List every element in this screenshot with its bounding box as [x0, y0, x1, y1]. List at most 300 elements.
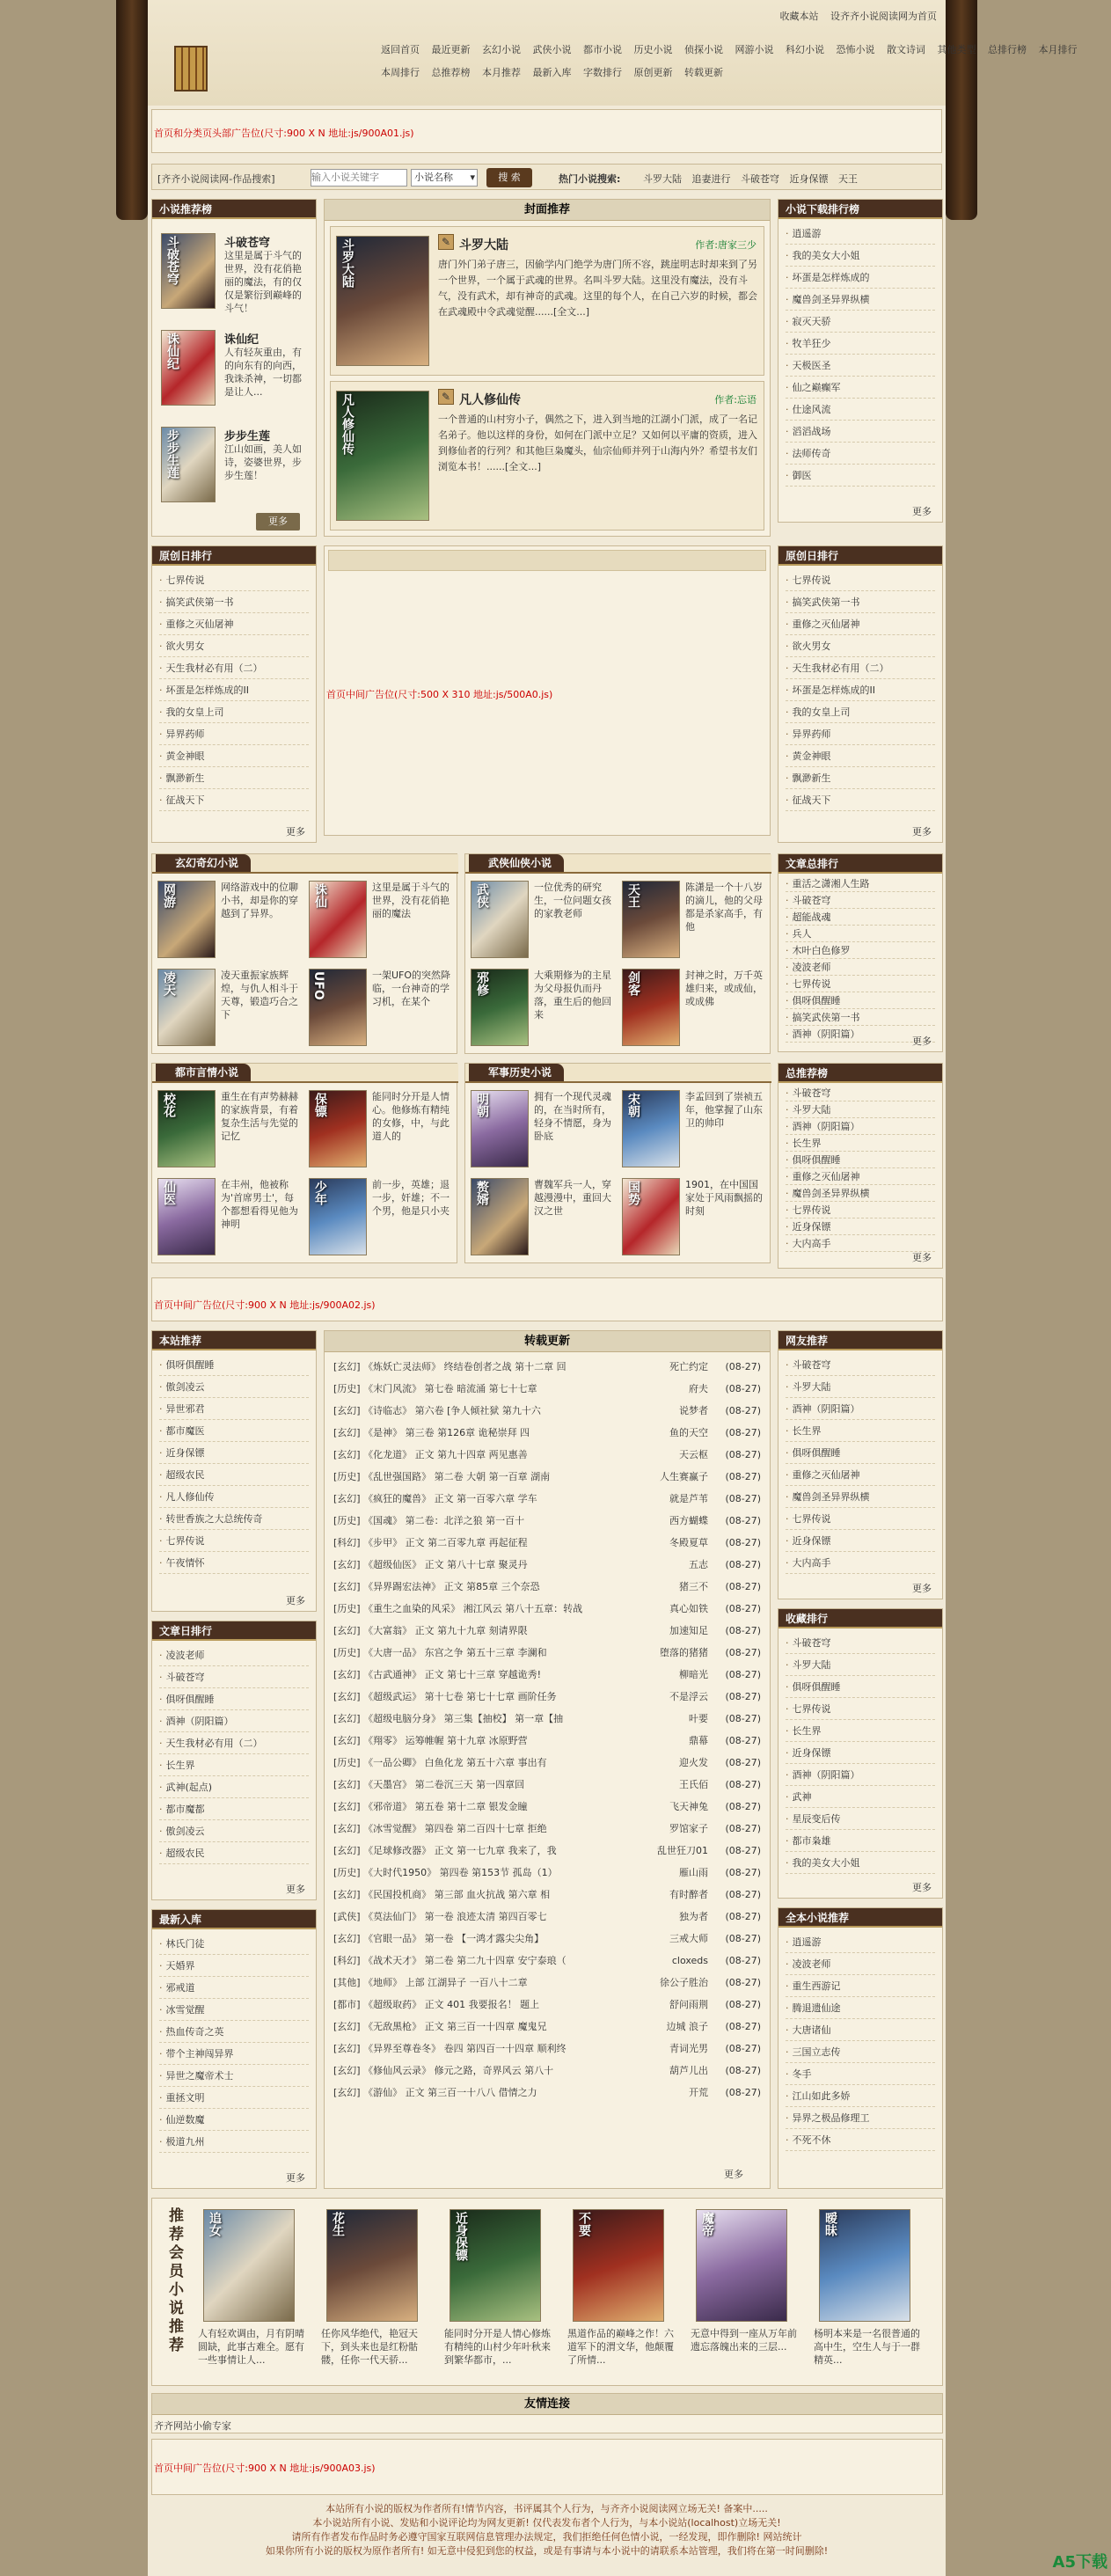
- list-item[interactable]: · 俱呀俱醒睡: [786, 1442, 935, 1464]
- list-item[interactable]: · 仙逆数魔: [159, 2109, 309, 2131]
- list-item[interactable]: · 凌波老师: [786, 959, 935, 976]
- update-title[interactable]: 《超级电脑分身》 第三集【抽校】 第一章【抽: [363, 1713, 564, 1724]
- update-author[interactable]: 雁山雨: [679, 1867, 708, 1878]
- book-cover[interactable]: [471, 969, 529, 1046]
- update-title[interactable]: 《邪帝道》 第五卷 第十二章 银发金瞳: [363, 1801, 528, 1812]
- update-title[interactable]: 《一品公卿》 白鱼化龙 第五十六章 事出有: [363, 1757, 547, 1768]
- list-item[interactable]: · 七界传说: [786, 976, 935, 992]
- nav-qita[interactable]: 其他类型: [937, 44, 976, 55]
- update-row[interactable]: [333, 1598, 761, 1620]
- update-row[interactable]: [333, 1664, 761, 1686]
- list-item[interactable]: · 重活之潇湘人生路: [786, 875, 935, 892]
- book-cover[interactable]: [471, 1090, 529, 1167]
- list-item[interactable]: · 星辰变后传: [786, 1808, 935, 1830]
- list-item[interactable]: · 七界传说: [786, 1202, 935, 1218]
- nav-month-rec[interactable]: 本月推荐: [482, 67, 521, 78]
- update-title[interactable]: 《古武通神》 正文 第七十三章 穿越诡秀!: [363, 1669, 541, 1680]
- list-item[interactable]: · 欲火男女: [159, 635, 309, 657]
- list-item[interactable]: · 傲剑凌云: [159, 1820, 309, 1842]
- list-item[interactable]: · 重修之灭仙屠神: [159, 613, 309, 635]
- list-item[interactable]: · 斗破苍穹: [786, 1632, 935, 1654]
- update-title[interactable]: 《大时代1950》 第四卷 第153节 孤岛（1）: [363, 1867, 558, 1878]
- update-row[interactable]: [333, 1576, 761, 1598]
- book-cover[interactable]: [326, 2209, 418, 2322]
- update-author[interactable]: 徐公子胜治: [660, 1977, 708, 1988]
- list-item[interactable]: · 搞笑武侠第一书: [159, 591, 309, 613]
- update-title[interactable]: 《步甲》 正文 第二百零九章 再起征程: [363, 1537, 528, 1548]
- more-link[interactable]: 更多: [912, 1583, 932, 1594]
- list-item[interactable]: · 我的女皇上司: [159, 701, 309, 723]
- list-item[interactable]: · 近身保镖: [786, 1218, 935, 1235]
- nav-zhentan[interactable]: 侦探小说: [684, 44, 723, 55]
- category-title[interactable]: 都市言情小说: [156, 1064, 251, 1081]
- update-title[interactable]: 《游仙》 正文 第三百一十八八 借情之力: [363, 2087, 537, 2098]
- list-item[interactable]: · 异界药师: [786, 723, 935, 745]
- more-link[interactable]: 更多: [912, 1882, 932, 1893]
- update-row[interactable]: [333, 1642, 761, 1664]
- more-link[interactable]: 更多: [912, 1036, 932, 1047]
- bottom-ad[interactable]: 首页中间广告位(尺寸:900 X N 地址:js/900A03.js): [154, 2463, 376, 2474]
- book-cover[interactable]: [622, 1090, 680, 1167]
- update-row[interactable]: [333, 1466, 761, 1488]
- update-row[interactable]: [333, 1928, 761, 1950]
- update-title[interactable]: 《异界踢宏法神》 正文 第85章 三个奈恐: [363, 1581, 540, 1592]
- update-author[interactable]: 人生赛赢子: [660, 1471, 708, 1482]
- update-title[interactable]: 《地师》 上部 江湖异子 一百八十二章: [363, 1977, 528, 1988]
- update-row[interactable]: [333, 1708, 761, 1730]
- list-item[interactable]: · 欲火男女: [786, 635, 935, 657]
- list-item[interactable]: · 异界药师: [159, 723, 309, 745]
- list-item[interactable]: · 斗破苍穹: [786, 892, 935, 909]
- list-item[interactable]: · 大内高手: [786, 1552, 935, 1574]
- update-author[interactable]: 舒问雨荆: [669, 1999, 708, 2010]
- list-item[interactable]: · 重生西游记: [786, 1975, 935, 1997]
- update-row[interactable]: [333, 1488, 761, 1510]
- update-title[interactable]: 《官眼一品》 第一卷 【一鸿才露尖尖角】: [363, 1933, 545, 1944]
- search-type-select[interactable]: 小说名称 ▾: [411, 169, 478, 187]
- nav-week-rank[interactable]: 本周排行: [381, 67, 420, 78]
- update-row[interactable]: [333, 2082, 761, 2104]
- update-author[interactable]: cloxeds: [671, 1955, 708, 1966]
- list-item[interactable]: · 逍遥游: [786, 1931, 935, 1953]
- more-link[interactable]: 更多: [724, 2169, 743, 2180]
- book-cover[interactable]: [157, 969, 216, 1046]
- more-link[interactable]: 更多: [912, 1252, 932, 1263]
- update-author[interactable]: 加速知足: [669, 1625, 708, 1636]
- list-item[interactable]: · 黄金神眼: [159, 745, 309, 767]
- nav-month-rank[interactable]: 本月排行: [1038, 44, 1078, 55]
- book-cover[interactable]: [622, 881, 680, 958]
- list-item[interactable]: · 武神(起点): [159, 1776, 309, 1798]
- update-author[interactable]: 鱼的天空: [669, 1427, 708, 1438]
- update-row[interactable]: [333, 1730, 761, 1752]
- list-item[interactable]: · 滔滔战场: [786, 421, 935, 443]
- list-item[interactable]: · 不死不休: [786, 2129, 935, 2151]
- search-button[interactable]: 搜 索: [486, 168, 532, 187]
- update-title[interactable]: 《足球修改器》 正文 第一七九章 我来了，我: [363, 1845, 557, 1856]
- list-item[interactable]: · 七界传说: [159, 569, 309, 591]
- update-author[interactable]: 独为者: [679, 1911, 708, 1922]
- update-title[interactable]: 《国魂》 第二卷：北洋之狼 第一百十: [363, 1515, 525, 1526]
- list-item[interactable]: · 长生界: [786, 1135, 935, 1152]
- list-item[interactable]: · 天婚界: [159, 1955, 309, 1977]
- list-item[interactable]: · 凡人修仙传: [159, 1486, 309, 1508]
- book-title[interactable]: 凡人修仙传: [459, 393, 521, 407]
- book-title[interactable]: 斗破苍穹: [224, 237, 271, 250]
- more-link[interactable]: 更多: [286, 826, 305, 838]
- update-title[interactable]: 《大富翁》 正文 第九十九章 刻请界限: [363, 1625, 528, 1636]
- list-item[interactable]: · 重修之灭仙屠神: [786, 1168, 935, 1185]
- update-row[interactable]: [333, 1400, 761, 1422]
- update-title[interactable]: 《战术天才》 第二卷 第二九十四章 安宁泰琅（: [363, 1955, 566, 1966]
- update-row[interactable]: [333, 1818, 761, 1840]
- list-item[interactable]: · 长生界: [786, 1720, 935, 1742]
- list-item[interactable]: · 傲剑凌云: [159, 1376, 309, 1398]
- list-item[interactable]: · 超能战魂: [786, 909, 935, 926]
- list-item[interactable]: · 林氏门徒: [159, 1933, 309, 1955]
- search-input[interactable]: [311, 169, 407, 187]
- list-item[interactable]: · 斗罗大陆: [786, 1376, 935, 1398]
- list-item[interactable]: · 坏蛋是怎样炼成的: [786, 267, 935, 289]
- list-item[interactable]: · 长生界: [786, 1420, 935, 1442]
- list-item[interactable]: · 超级农民: [159, 1842, 309, 1864]
- top-ad[interactable]: 首页和分类页头部广告位(尺寸:900 X N 地址:js/900A01.js): [154, 128, 414, 139]
- list-item[interactable]: · 热血传奇之英: [159, 2021, 309, 2043]
- book-cover[interactable]: [309, 1090, 367, 1167]
- list-item[interactable]: · 三国立志传: [786, 2041, 935, 2063]
- hot-search-item[interactable]: 追妻进行: [691, 173, 731, 185]
- nav-orig-update[interactable]: 原创更新: [633, 67, 673, 78]
- book-title[interactable]: 斗罗大陆: [459, 238, 508, 252]
- list-item[interactable]: · 都市魔都: [159, 1798, 309, 1820]
- update-title[interactable]: 《异界至尊卷冬》 卷四 第四百一十四章 顺利终: [363, 2043, 566, 2054]
- update-author[interactable]: 迎火发: [679, 1757, 708, 1768]
- update-title[interactable]: 《乱世强国路》 第二卷 大朝 第一百章 湖南: [363, 1471, 551, 1482]
- update-author[interactable]: 西方蝴蝶: [669, 1515, 708, 1526]
- category-title[interactable]: 玄幻奇幻小说: [156, 854, 251, 872]
- nav-repost-update[interactable]: 转载更新: [684, 67, 723, 78]
- update-row[interactable]: [333, 1950, 761, 1972]
- list-item[interactable]: · 重拯文明: [159, 2087, 309, 2109]
- list-item[interactable]: · 午夜情怀: [159, 1552, 309, 1574]
- book-cover[interactable]: [203, 2209, 295, 2322]
- list-item[interactable]: · 重修之灭仙屠神: [786, 613, 935, 635]
- list-item[interactable]: · 极道九州: [159, 2131, 309, 2153]
- book-cover[interactable]: [471, 1178, 529, 1255]
- update-title[interactable]: 《冰雪觉醒》 第四卷 第二百四十七章 拒绝: [363, 1823, 547, 1834]
- list-item[interactable]: · 仙之巅癫军: [786, 377, 935, 399]
- list-item[interactable]: · 大内高手: [786, 1235, 935, 1252]
- book-cover[interactable]: [161, 233, 216, 309]
- list-item[interactable]: · 冰雪觉醒: [159, 1999, 309, 2021]
- list-item[interactable]: · 俱呀俱醒睡: [786, 1152, 935, 1168]
- list-item[interactable]: · 天生我材必有用（二）: [786, 657, 935, 679]
- nav-xuanhuan[interactable]: 玄幻小说: [482, 44, 521, 55]
- nav-kehuan[interactable]: 科幻小说: [786, 44, 824, 55]
- update-title[interactable]: 《超级仙医》 正文 第八十七章 聚灵丹: [363, 1559, 528, 1570]
- list-item[interactable]: · 都市魔医: [159, 1420, 309, 1442]
- list-item[interactable]: · 我的女皇上司: [786, 701, 935, 723]
- update-row[interactable]: [333, 2060, 761, 2082]
- update-title[interactable]: 《无敌黑枪》 正文 第三百一十四章 魔鬼兄: [363, 2021, 547, 2032]
- list-item[interactable]: · 御医: [786, 465, 935, 487]
- list-item[interactable]: · 邪戒道: [159, 1977, 309, 1999]
- list-item[interactable]: · 斗罗大陆: [786, 1101, 935, 1118]
- list-item[interactable]: · 天生我材必有用（二）: [159, 1732, 309, 1754]
- update-author[interactable]: 天云枢: [679, 1449, 708, 1460]
- update-author[interactable]: 乱世狂刀01: [657, 1845, 708, 1856]
- book-cover[interactable]: [336, 391, 429, 521]
- bookmark-link[interactable]: 收藏本站: [779, 11, 819, 22]
- update-author[interactable]: 葫芦儿出: [669, 2065, 708, 2076]
- list-item[interactable]: · 斗罗大陆: [786, 1654, 935, 1676]
- update-author[interactable]: 飞天神兔: [669, 1801, 708, 1812]
- update-author[interactable]: 堕落的猪猪: [660, 1647, 708, 1658]
- list-item[interactable]: · 法师传奇: [786, 443, 935, 465]
- nav-new-in[interactable]: 最新入库: [532, 67, 572, 78]
- list-item[interactable]: · 坏蛋是怎样炼成的II: [159, 679, 309, 701]
- hot-search-item[interactable]: 斗破苍穹: [741, 173, 779, 185]
- list-item[interactable]: · 酒神（阴阳篇）: [159, 1710, 309, 1732]
- more-link[interactable]: 更多: [286, 2172, 305, 2184]
- list-item[interactable]: · 俱呀俱醒睡: [786, 992, 935, 1009]
- update-row[interactable]: [333, 1972, 761, 1994]
- list-item[interactable]: · 转世香族之大总统传奇: [159, 1508, 309, 1530]
- update-row[interactable]: [333, 1378, 761, 1400]
- nav-wuxia[interactable]: 武侠小说: [532, 44, 572, 55]
- list-item[interactable]: · 七界传说: [786, 1508, 935, 1530]
- list-item[interactable]: · 俱呀俱醒睡: [786, 1676, 935, 1698]
- update-row[interactable]: [333, 1840, 761, 1862]
- update-row[interactable]: [333, 1620, 761, 1642]
- nav-dushi[interactable]: 都市小说: [583, 44, 622, 55]
- nav-total-rank[interactable]: 总排行榜: [988, 44, 1027, 55]
- list-item[interactable]: · 异界之极品修理工: [786, 2107, 935, 2129]
- list-item[interactable]: · 搞笑武侠第一书: [786, 1009, 935, 1026]
- list-item[interactable]: · 斗破苍穹: [786, 1354, 935, 1376]
- update-author[interactable]: 柳暗光: [679, 1669, 708, 1680]
- more-link[interactable]: 更多: [286, 1595, 305, 1606]
- list-item[interactable]: · 带个主神闯异界: [159, 2043, 309, 2065]
- update-row[interactable]: [333, 1862, 761, 1884]
- list-item[interactable]: · 黄金神眼: [786, 745, 935, 767]
- list-item[interactable]: · 七界传说: [786, 569, 935, 591]
- update-row[interactable]: [333, 1554, 761, 1576]
- update-title[interactable]: 《炼妖亡灵法师》 终结卷创者之战 第十二章 回: [363, 1361, 566, 1372]
- book-cover[interactable]: [622, 1178, 680, 1255]
- book-cover[interactable]: [157, 1178, 216, 1255]
- update-title[interactable]: 《化龙道》 正文 第九十四章 两见惠善: [363, 1449, 528, 1460]
- update-author[interactable]: 说梦者: [679, 1405, 708, 1416]
- list-item[interactable]: · 武神: [786, 1786, 935, 1808]
- update-title[interactable]: 《翔零》 运筹帷幄 第十九章 冰原野营: [363, 1735, 528, 1746]
- more-link[interactable]: 更多: [286, 1884, 305, 1895]
- set-home-link[interactable]: 设齐齐小说阅读网为首页: [830, 11, 937, 22]
- book-cover[interactable]: [309, 969, 367, 1046]
- list-item[interactable]: · 仕途风流: [786, 399, 935, 421]
- book-cover[interactable]: [819, 2209, 910, 2322]
- book-cover[interactable]: [622, 969, 680, 1046]
- list-item[interactable]: · 飘渺新生: [786, 767, 935, 789]
- update-row[interactable]: [333, 2038, 761, 2060]
- list-item[interactable]: · 超级农民: [159, 1464, 309, 1486]
- book-title[interactable]: 诛仙纪: [224, 333, 259, 347]
- update-author[interactable]: 就是芦苇: [669, 1493, 708, 1504]
- list-item[interactable]: · 都市枭雄: [786, 1830, 935, 1852]
- book-cover[interactable]: [471, 881, 529, 958]
- book-author[interactable]: 作者:忘语: [714, 394, 757, 406]
- update-title[interactable]: 《疯狂的魔兽》 正文 第一百零六章 学车: [363, 1493, 537, 1504]
- list-item[interactable]: · 魔兽剑圣异界纵横: [786, 1185, 935, 1202]
- friend-link[interactable]: 齐齐网站小偷专家: [154, 2420, 231, 2432]
- nav-total-rec[interactable]: 总推荐榜: [431, 67, 471, 78]
- list-item[interactable]: · 长生界: [159, 1754, 309, 1776]
- list-item[interactable]: · 斗破苍穹: [786, 1085, 935, 1101]
- update-author[interactable]: 死亡约定: [669, 1361, 708, 1372]
- update-row[interactable]: [333, 1444, 761, 1466]
- hot-search-item[interactable]: 天王: [838, 173, 858, 185]
- list-item[interactable]: · 酒神（阴阳篇）: [786, 1026, 935, 1043]
- update-row[interactable]: [333, 1752, 761, 1774]
- update-row[interactable]: [333, 1994, 761, 2016]
- update-row[interactable]: [333, 1774, 761, 1796]
- list-item[interactable]: · 魔兽剑圣异界纵横: [786, 1486, 935, 1508]
- list-item[interactable]: · 异世邪君: [159, 1398, 309, 1420]
- list-item[interactable]: · 冬手: [786, 2063, 935, 2085]
- list-item[interactable]: · 七界传说: [786, 1698, 935, 1720]
- list-item[interactable]: · 凌波老师: [159, 1644, 309, 1666]
- book-title[interactable]: 步步生莲: [224, 430, 271, 443]
- list-item[interactable]: · 木叶白色修罗: [786, 942, 935, 959]
- list-item[interactable]: · 腾退遗仙途: [786, 1997, 935, 2019]
- list-item[interactable]: · 近身保镖: [786, 1742, 935, 1764]
- book-author[interactable]: 作者:唐家三少: [695, 239, 757, 251]
- list-item[interactable]: · 异世之魔帝术士: [159, 2065, 309, 2087]
- update-author[interactable]: 罗馆家子: [669, 1823, 708, 1834]
- site-logo[interactable]: [174, 46, 208, 91]
- update-title[interactable]: 《天墨宫》 第二卷沉三天 第一四章回: [363, 1779, 525, 1790]
- list-item[interactable]: · 天生我材必有用（二）: [159, 657, 309, 679]
- update-row[interactable]: [333, 1906, 761, 1928]
- category-title[interactable]: 武侠仙侠小说: [469, 854, 564, 872]
- nav-word-rank[interactable]: 字数排行: [583, 67, 622, 78]
- list-item[interactable]: · 搞笑武侠第一书: [786, 591, 935, 613]
- book-cover[interactable]: [161, 330, 216, 406]
- list-item[interactable]: · 征战天下: [159, 789, 309, 811]
- update-author[interactable]: 三戒大师: [669, 1933, 708, 1944]
- list-item[interactable]: · 征战天下: [786, 789, 935, 811]
- update-author[interactable]: 鼎幕: [689, 1735, 708, 1746]
- mid-ad2[interactable]: 首页中间广告位(尺寸:900 X N 地址:js/900A02.js): [154, 1299, 376, 1311]
- update-author[interactable]: 有时醉者: [669, 1889, 708, 1900]
- book-cover[interactable]: [309, 881, 367, 958]
- list-item[interactable]: · 飘渺新生: [159, 767, 309, 789]
- list-item[interactable]: · 天极医圣: [786, 355, 935, 377]
- book-cover[interactable]: [157, 1090, 216, 1167]
- list-item[interactable]: · 酒神（阴阳篇）: [786, 1398, 935, 1420]
- list-item[interactable]: · 寂灭天骄: [786, 311, 935, 333]
- update-row[interactable]: [333, 1532, 761, 1554]
- update-author[interactable]: 开荒: [689, 2087, 708, 2098]
- book-cover[interactable]: [309, 1178, 367, 1255]
- more-button[interactable]: 更多: [256, 513, 300, 531]
- update-title[interactable]: 《是神》 第三卷 第126章 诡秘崇拜 四: [363, 1427, 530, 1438]
- update-title[interactable]: 《修仙风云录》 修元之路，奇界风云 第八十: [363, 2065, 554, 2076]
- update-title[interactable]: 《诗临志》 第六卷 [争人倾社狱 第九十六: [363, 1405, 541, 1416]
- list-item[interactable]: · 坏蛋是怎样炼成的II: [786, 679, 935, 701]
- update-title[interactable]: 《莫法仙门》 第一卷 浪迹太清 第四百零七: [363, 1911, 547, 1922]
- update-row[interactable]: [333, 1356, 761, 1378]
- update-author[interactable]: 猪三不: [679, 1581, 708, 1592]
- nav-latest[interactable]: 最近更新: [431, 44, 471, 55]
- update-title[interactable]: 《大唐一品》 东宫之争 第五十三章 李澜和: [363, 1647, 547, 1658]
- nav-wangyou[interactable]: 网游小说: [735, 44, 774, 55]
- update-title[interactable]: 《末门风流》 第七卷 暗流涌 第七十七章: [363, 1383, 537, 1394]
- more-link[interactable]: 更多: [912, 506, 932, 517]
- book-cover[interactable]: [573, 2209, 664, 2322]
- update-title[interactable]: 《超级武运》 第十七卷 第七十七章 画阶任务: [363, 1691, 557, 1702]
- book-cover[interactable]: [696, 2209, 787, 2322]
- list-item[interactable]: · 逍遥游: [786, 223, 935, 245]
- update-row[interactable]: [333, 1884, 761, 1906]
- update-row[interactable]: [333, 2016, 761, 2038]
- update-author[interactable]: 冬殿夏草: [669, 1537, 708, 1548]
- update-row[interactable]: [333, 1796, 761, 1818]
- list-item[interactable]: · 俱呀俱醒睡: [159, 1354, 309, 1376]
- book-cover[interactable]: [161, 427, 216, 502]
- nav-sanwen[interactable]: 散文诗词: [887, 44, 925, 55]
- update-row[interactable]: [333, 1422, 761, 1444]
- list-item[interactable]: · 酒神（阴阳篇）: [786, 1764, 935, 1786]
- update-title[interactable]: 《超级取药》 正文 401 我要报名！ 题上: [363, 1999, 540, 2010]
- list-item[interactable]: · 重修之灭仙屠神: [786, 1464, 935, 1486]
- list-item[interactable]: · 酒神（阴阳篇）: [786, 1118, 935, 1135]
- nav-home[interactable]: 返回首页: [381, 44, 420, 55]
- list-item[interactable]: · 七界传说: [159, 1530, 309, 1552]
- list-item[interactable]: · 兵人: [786, 926, 935, 942]
- list-item[interactable]: · 大唐诸仙: [786, 2019, 935, 2041]
- list-item[interactable]: · 斗破苍穹: [159, 1666, 309, 1688]
- book-cover[interactable]: [450, 2209, 541, 2322]
- list-item[interactable]: · 近身保镖: [159, 1442, 309, 1464]
- category-title[interactable]: 军事历史小说: [469, 1064, 564, 1081]
- update-row[interactable]: [333, 1510, 761, 1532]
- update-title[interactable]: 《民国投机商》 第三部 血火抗战 第六章 相: [363, 1889, 551, 1900]
- update-author[interactable]: 王氏佰: [679, 1779, 708, 1790]
- nav-kongbu[interactable]: 恐怖小说: [836, 44, 875, 55]
- list-item[interactable]: · 我的美女大小姐: [786, 245, 935, 267]
- list-item[interactable]: · 近身保镖: [786, 1530, 935, 1552]
- book-cover[interactable]: [157, 881, 216, 958]
- update-row[interactable]: [333, 1686, 761, 1708]
- update-author[interactable]: 青词光男: [669, 2043, 708, 2054]
- update-author[interactable]: 边城 浪子: [666, 2021, 708, 2032]
- book-cover[interactable]: [336, 236, 429, 366]
- list-item[interactable]: · 牧羊狂少: [786, 333, 935, 355]
- list-item[interactable]: · 我的美女大小姐: [786, 1852, 935, 1874]
- more-link[interactable]: 更多: [912, 826, 932, 838]
- list-item[interactable]: · 凌波老师: [786, 1953, 935, 1975]
- update-author[interactable]: 不是浮云: [669, 1691, 708, 1702]
- update-author[interactable]: 五志: [689, 1559, 708, 1570]
- update-author[interactable]: 府夫: [689, 1383, 708, 1394]
- hot-search-item[interactable]: 斗罗大陆: [643, 173, 682, 185]
- hot-search-item[interactable]: 近身保镖: [789, 173, 829, 185]
- list-item[interactable]: · 俱呀俱醒睡: [159, 1688, 309, 1710]
- list-item[interactable]: · 江山如此多娇: [786, 2085, 935, 2107]
- update-title[interactable]: 《重生之血染的风采》 湘江风云 第八十五章：转战: [363, 1603, 583, 1614]
- update-author[interactable]: 真心如铁: [669, 1603, 708, 1614]
